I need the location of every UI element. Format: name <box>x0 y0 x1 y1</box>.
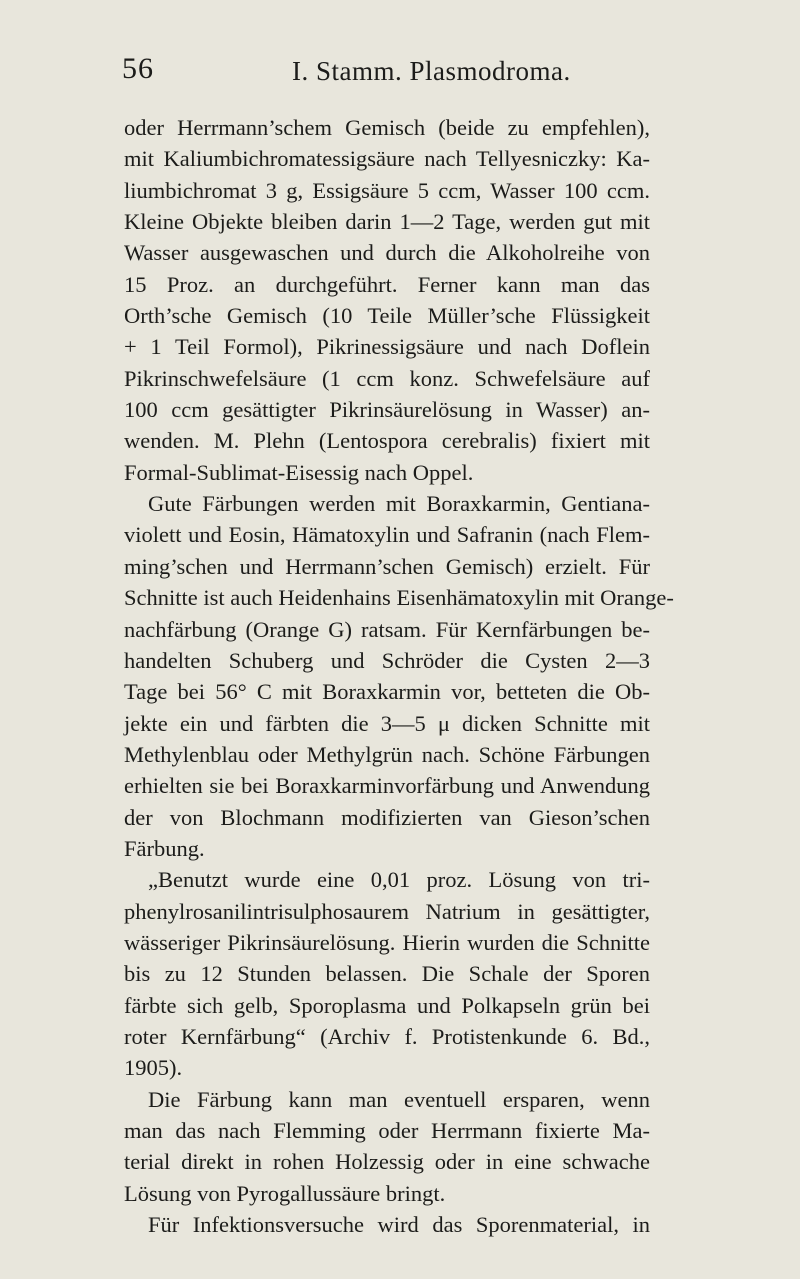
paragraph-start-line: Gute Färbungen werden mit Boraxkarmin, Gentiana- <box>148 491 650 517</box>
body-text <box>124 112 674 1240</box>
text-line: nachfärbung (Orange G) ratsam. Für Kernfärbungen be- <box>124 616 650 642</box>
text-line: oder Herrmann’schem Gemisch (beide zu empfehlen), <box>124 115 650 140</box>
text-line: Methylenblau oder Methylgrün nach. Schöne Färbungen <box>124 741 650 767</box>
text-line: 15 Proz. an durchgeführt. Ferner kann man das <box>124 271 650 297</box>
text-line: Tage bei 56° C mit Boraxkarmin vor, betteten die Ob- <box>124 679 650 705</box>
text-line: Schnitte ist auch Heidenhains Eisenhämatoxylin mit Orange- <box>124 585 674 611</box>
text-line: handelten Schuberg und Schröder die Cysten 2—3 <box>124 647 650 673</box>
text-line: erhielten sie bei Boraxkarminvorfärbung und Anwendung <box>124 773 650 799</box>
text-line: liumbichromat 3 g, Essigsäure 5 ccm, Wasser 100 ccm. <box>124 177 650 203</box>
text-line: 1905). <box>124 1055 183 1081</box>
text-line: wässeriger Pikrinsäurelösung. Hierin wurden die Schnitte <box>124 929 650 955</box>
text-line: Wasser ausgewaschen und durch die Alkoholreihe von <box>124 240 650 266</box>
text-line: mit Kaliumbichromatessigsäure nach Tellyesniczky: Ka- <box>124 146 650 172</box>
text-line: Orth’sche Gemisch (10 Teile Müller’sche Flüssigkeit <box>124 303 650 329</box>
text-line: jekte ein und färbten die 3—5 μ dicken Schnitte mit <box>124 710 650 736</box>
paragraph-start-line: Die Färbung kann man eventuell ersparen, wenn <box>148 1086 650 1112</box>
text-line: + 1 Teil Formol), Pikrinessigsäure und nach Doflein <box>124 334 650 360</box>
page-header <box>122 52 682 92</box>
running-head: I. Stamm. Plasmodroma. <box>292 56 571 86</box>
text-line: roter Kernfärbung“ (Archiv f. Protistenkunde 6. Bd., <box>124 1023 650 1049</box>
text-line: Formal-Sublimat-Eisessig nach Oppel. <box>124 459 474 485</box>
text-line: terial direkt in rohen Holzessig oder in eine schwache <box>124 1149 650 1175</box>
text-line: wenden. M. Plehn (Lentospora cerebralis) fixiert mit <box>124 428 650 454</box>
text-line: violett und Eosin, Hämatoxylin und Safranin (nach Flem- <box>124 522 650 548</box>
text-line: man das nach Flemming oder Herrmann fixierte Ma- <box>124 1118 650 1143</box>
text-line: Lösung von Pyrogallussäure bringt. <box>124 1180 446 1206</box>
paragraph-start-line: „Benutzt wurde eine 0,01 proz. Lösung von tri- <box>148 867 650 893</box>
text-line: der von Blochmann modifizierten van Gieson’schen <box>124 804 650 830</box>
paragraph-start-line: Für Infektionsversuche wird das Sporenmaterial, in <box>148 1212 650 1238</box>
text-line: ming’schen und Herrmann’schen Gemisch) erzielt. Für <box>124 553 650 579</box>
text-line: Pikrinschwefelsäure (1 ccm konz. Schwefelsäure auf <box>124 365 650 391</box>
text-line: Färbung. <box>124 835 205 861</box>
text-line: färbte sich gelb, Sporoplasma und Polkapseln grün bei <box>124 992 650 1018</box>
page-number: 56 <box>122 52 154 85</box>
text-line: bis zu 12 Stunden belassen. Die Schale der Sporen <box>124 961 650 987</box>
text-line: phenylrosanilintrisulphosaurem Natrium in gesättigter, <box>124 898 650 924</box>
text-line: Kleine Objekte bleiben darin 1—2 Tage, werden gut mit <box>124 209 650 235</box>
text-line: 100 ccm gesättigter Pikrinsäurelösung in Wasser) an- <box>124 397 650 423</box>
